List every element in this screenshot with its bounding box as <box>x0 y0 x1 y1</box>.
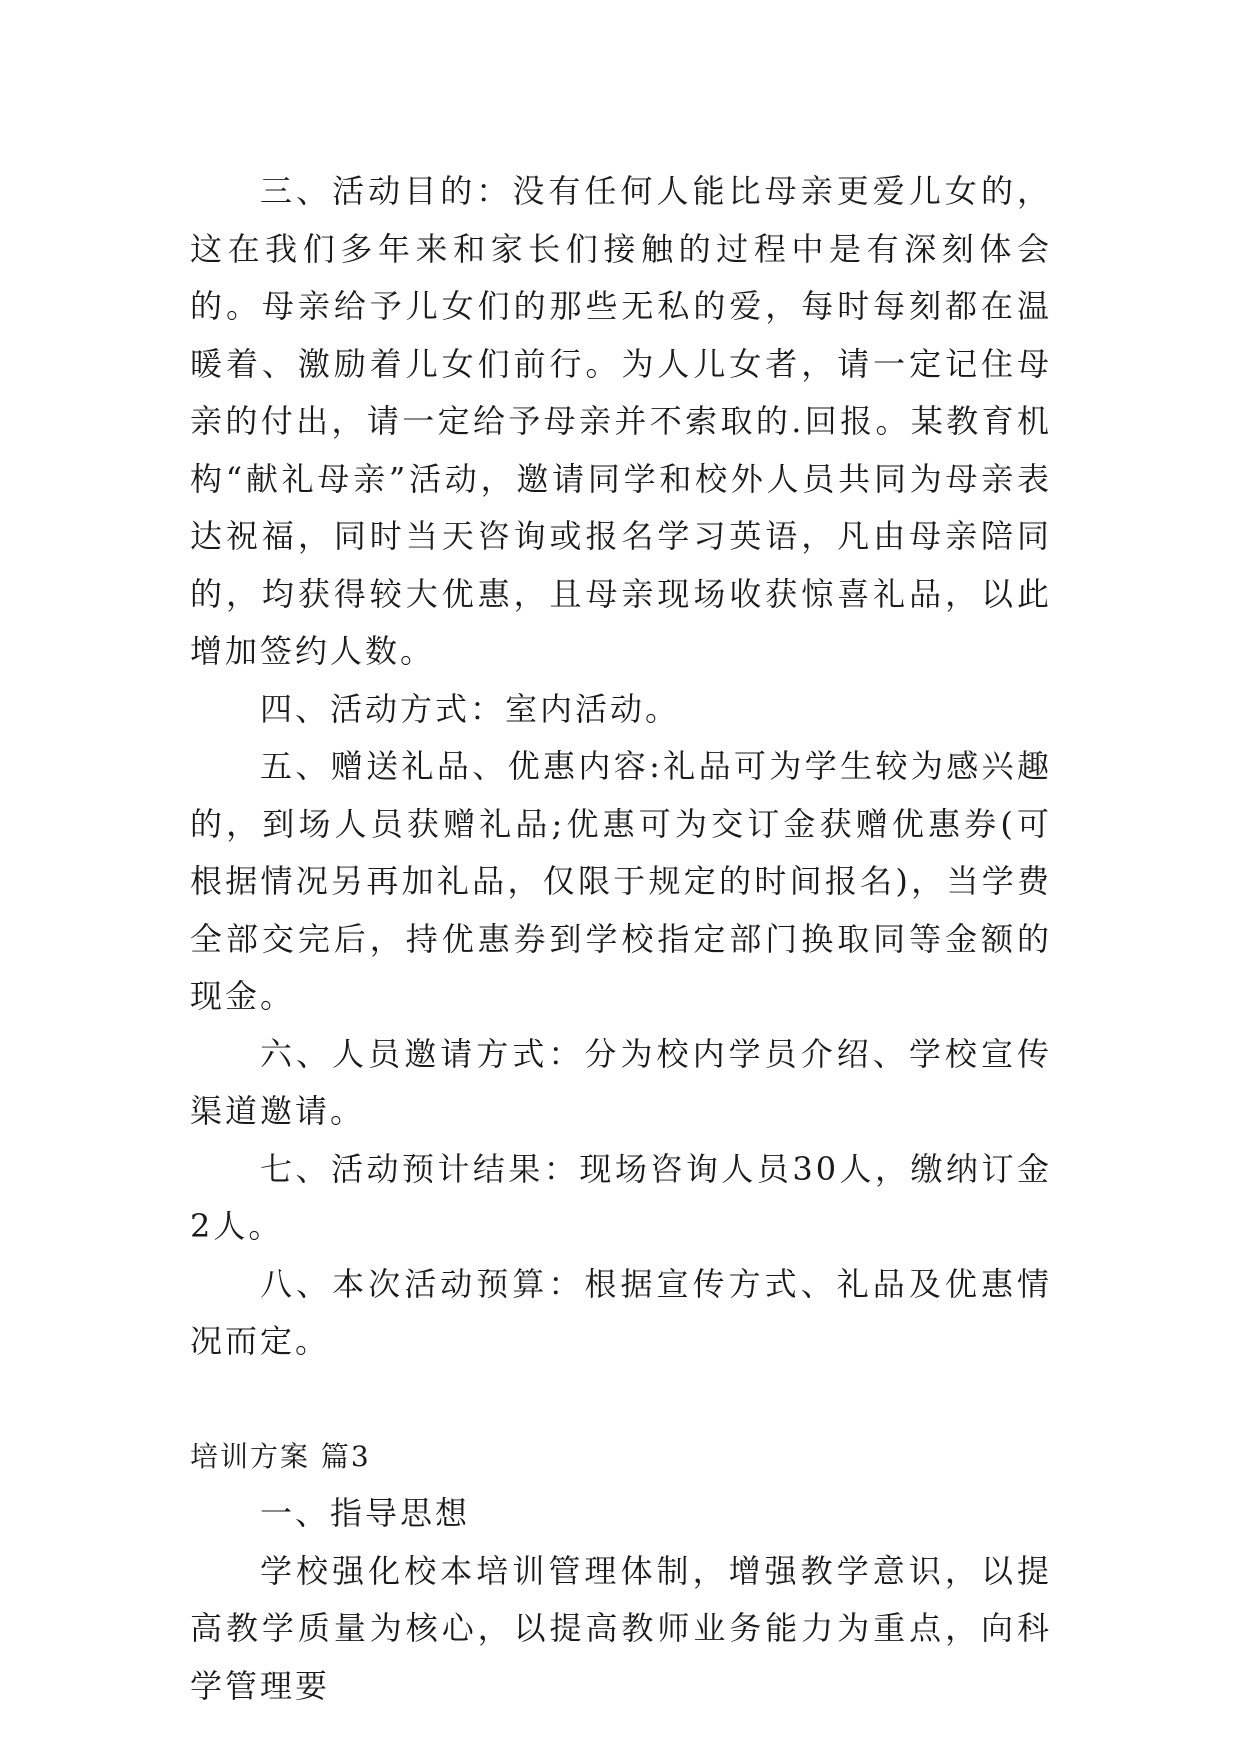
document-body <box>190 163 1052 1715</box>
paragraph-budget: 八、本次活动预算：根据宣传方式、礼品及优惠情况而定。 <box>190 1264 1052 1360</box>
paragraph-guiding-ideology-heading: 一、指导思想 <box>260 1494 471 1532</box>
paragraph-expected-results: 七、活动预计结果：现场咨询人员30人，缴纳订金2人。 <box>190 1149 1052 1245</box>
section-title: 培训方案 篇3 <box>190 1439 371 1473</box>
paragraph-activity-purpose: 三、活动目的：没有任何人能比母亲更爱儿女的，这在我们多年来和家长们接触的过程中是有深刻体会的。母亲给予儿女们的那些无私的爱，每时每刻都在温暖着、激励着儿女们前行。为人儿女者，请一定记住母亲的付出，请一定给予母亲并不索取的.回报。某教育机构“献礼母亲”活动，邀请同学和校外人员共同为母亲表达祝福，同时当天咨询或报名学习英语，凡由母亲陪同的，均获得较大优惠，且母亲现场收获惊喜礼品，以此增加签约人数。 <box>190 172 1052 670</box>
paragraph-invitation-method: 六、人员邀请方式：分为校内学员介绍、学校宣传渠道邀请。 <box>190 1034 1052 1130</box>
paragraph-guiding-ideology-body: 学校强化校本培训管理体制，增强教学意识，以提高教学质量为核心，以提高教师业务能力为重点，向科学管理要 <box>190 1551 1052 1705</box>
paragraph-gifts-discounts: 五、赠送礼品、优惠内容:礼品可为学生较为感兴趣的，到场人员获赠礼品;优惠可为交订金获赠优惠券(可根据情况另再加礼品，仅限于规定的时间报名)，当学费全部交完后，持优惠券到学校指定部门换取同等金额的现金。 <box>190 747 1052 1015</box>
paragraph-activity-method: 四、活动方式：室内活动。 <box>260 689 681 728</box>
